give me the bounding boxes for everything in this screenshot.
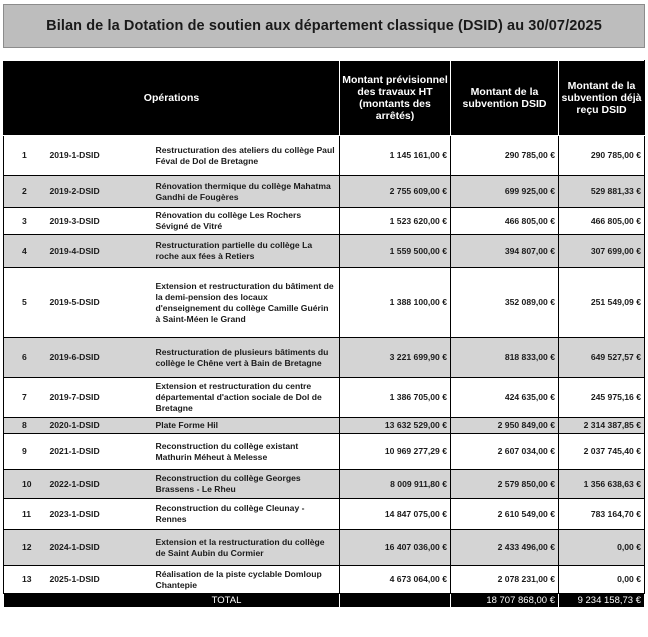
row-montant-recu: 1 356 638,63 € — [559, 470, 645, 499]
row-montant-subvention: 466 805,00 € — [451, 208, 559, 235]
row-number: 11 — [4, 499, 50, 530]
row-montant-recu: 0,00 € — [559, 530, 645, 566]
table-row — [4, 434, 645, 470]
row-montant-previsionnel: 1 388 100,00 € — [340, 268, 451, 338]
row-montant-recu: 649 527,57 € — [559, 338, 645, 378]
row-operation: Rénovation thermique du collège Mahatma Gandhi de Fougères — [153, 176, 340, 208]
row-code: 2019-2-DSID — [50, 176, 153, 208]
row-montant-recu: 529 881,33 € — [559, 176, 645, 208]
row-montant-subvention: 818 833,00 € — [451, 338, 559, 378]
row-montant-previsionnel: 16 407 036,00 € — [340, 530, 451, 566]
row-montant-subvention: 2 607 034,00 € — [451, 434, 559, 470]
row-operation: Restructuration partielle du collège La roche aux fées à Retiers — [153, 235, 340, 268]
row-montant-previsionnel: 4 673 064,00 € — [340, 566, 451, 594]
table-row — [4, 136, 645, 176]
row-montant-previsionnel: 10 969 277,29 € — [340, 434, 451, 470]
header-montant-subvention: Montant de la subvention DSID — [451, 61, 559, 136]
row-number: 10 — [4, 470, 50, 499]
row-number: 2 — [4, 176, 50, 208]
row-montant-subvention: 2 078 231,00 € — [451, 566, 559, 594]
row-montant-subvention: 424 635,00 € — [451, 378, 559, 418]
row-montant-subvention: 2 579 850,00 € — [451, 470, 559, 499]
table-row — [4, 338, 645, 378]
row-montant-previsionnel: 2 755 609,00 € — [340, 176, 451, 208]
table-row — [4, 176, 645, 208]
row-number: 3 — [4, 208, 50, 235]
row-number: 5 — [4, 268, 50, 338]
row-montant-recu: 245 975,16 € — [559, 378, 645, 418]
row-montant-recu: 0,00 € — [559, 566, 645, 594]
row-code: 2019-1-DSID — [50, 136, 153, 176]
row-montant-previsionnel: 1 559 500,00 € — [340, 235, 451, 268]
row-operation: Réalisation de la piste cyclable Domloup Chantepie — [153, 566, 340, 594]
row-code: 2019-3-DSID — [50, 208, 153, 235]
row-operation: Rénovation du collège Les Rochers Sévigné de Vitré — [153, 208, 340, 235]
row-code: 2025-1-DSID — [50, 566, 153, 594]
table-row — [4, 499, 645, 530]
row-code: 2019-7-DSID — [50, 378, 153, 418]
table-row — [4, 235, 645, 268]
row-montant-subvention: 352 089,00 € — [451, 268, 559, 338]
header-operations: Opérations — [4, 61, 340, 136]
row-code: 2021-1-DSID — [50, 434, 153, 470]
row-montant-subvention: 699 925,00 € — [451, 176, 559, 208]
row-montant-previsionnel: 13 632 529,00 € — [340, 418, 451, 434]
total-label: TOTAL — [4, 594, 340, 608]
table-row — [4, 378, 645, 418]
row-montant-recu: 2 037 745,40 € — [559, 434, 645, 470]
row-number: 6 — [4, 338, 50, 378]
row-operation: Reconstruction du collège Cleunay - Rennes — [153, 499, 340, 530]
page-title-bar — [3, 4, 645, 48]
dsid-table — [3, 60, 645, 608]
row-code: 2023-1-DSID — [50, 499, 153, 530]
row-operation: Extension et la restructuration du collège de Saint Aubin du Cormier — [153, 530, 340, 566]
row-code: 2019-5-DSID — [50, 268, 153, 338]
row-operation: Restructuration de plusieurs bâtiments du collège le Chêne vert à Bain de Bretagne — [153, 338, 340, 378]
row-number: 13 — [4, 566, 50, 594]
row-number: 9 — [4, 434, 50, 470]
header-montant-recu: Montant de la subvention déjà reçu DSID — [559, 61, 645, 136]
row-montant-recu: 307 699,00 € — [559, 235, 645, 268]
row-montant-recu: 290 785,00 € — [559, 136, 645, 176]
row-number: 8 — [4, 418, 50, 434]
header-row — [4, 61, 645, 136]
row-montant-previsionnel: 3 221 699,90 € — [340, 338, 451, 378]
row-montant-previsionnel: 14 847 075,00 € — [340, 499, 451, 530]
row-code: 2024-1-DSID — [50, 530, 153, 566]
row-operation: Extension et restructuration du centre départemental d'action sociale de Dol de Bretagne — [153, 378, 340, 418]
row-montant-recu: 466 805,00 € — [559, 208, 645, 235]
row-montant-previsionnel: 1 523 620,00 € — [340, 208, 451, 235]
row-number: 7 — [4, 378, 50, 418]
row-montant-previsionnel: 8 009 911,80 € — [340, 470, 451, 499]
table-row — [4, 208, 645, 235]
total-subvention: 18 707 868,00 € — [451, 594, 559, 608]
header-montant-previsionnel: Montant prévisionnel des travaux HT (montants des arrêtés) — [340, 61, 451, 136]
total-row — [4, 594, 645, 608]
row-montant-subvention: 2 950 849,00 € — [451, 418, 559, 434]
row-montant-previsionnel: 1 386 705,00 € — [340, 378, 451, 418]
table-row — [4, 470, 645, 499]
row-montant-recu: 783 164,70 € — [559, 499, 645, 530]
table-row — [4, 268, 645, 338]
total-previsionnel — [340, 594, 451, 608]
table-row — [4, 418, 645, 434]
row-montant-subvention: 290 785,00 € — [451, 136, 559, 176]
row-montant-recu: 2 314 387,85 € — [559, 418, 645, 434]
row-montant-recu: 251 549,09 € — [559, 268, 645, 338]
row-number: 4 — [4, 235, 50, 268]
table-row — [4, 530, 645, 566]
row-operation: Plate Forme Hil — [153, 418, 340, 434]
row-montant-subvention: 394 807,00 € — [451, 235, 559, 268]
row-operation: Reconstruction du collège Georges Brassens - Le Rheu — [153, 470, 340, 499]
row-operation: Restructuration des ateliers du collège Paul Féval de Dol de Bretagne — [153, 136, 340, 176]
row-code: 2020-1-DSID — [50, 418, 153, 434]
row-code: 2019-4-DSID — [50, 235, 153, 268]
row-code: 2019-6-DSID — [50, 338, 153, 378]
row-montant-subvention: 2 433 496,00 € — [451, 530, 559, 566]
row-montant-subvention: 2 610 549,00 € — [451, 499, 559, 530]
row-operation: Reconstruction du collège existant Mathurin Méheut à Melesse — [153, 434, 340, 470]
page-title: Bilan de la Dotation de soutien aux département classique (DSID) au 30/07/2025 — [46, 18, 602, 34]
row-number: 1 — [4, 136, 50, 176]
row-number: 12 — [4, 530, 50, 566]
total-recu: 9 234 158,73 € — [559, 594, 645, 608]
table-row — [4, 566, 645, 594]
row-code: 2022-1-DSID — [50, 470, 153, 499]
row-montant-previsionnel: 1 145 161,00 € — [340, 136, 451, 176]
row-operation: Extension et restructuration du bâtiment de la demi-pension des locaux d'enseignement du collège Camille Guérin à Saint-Méen le Grand — [153, 268, 340, 338]
